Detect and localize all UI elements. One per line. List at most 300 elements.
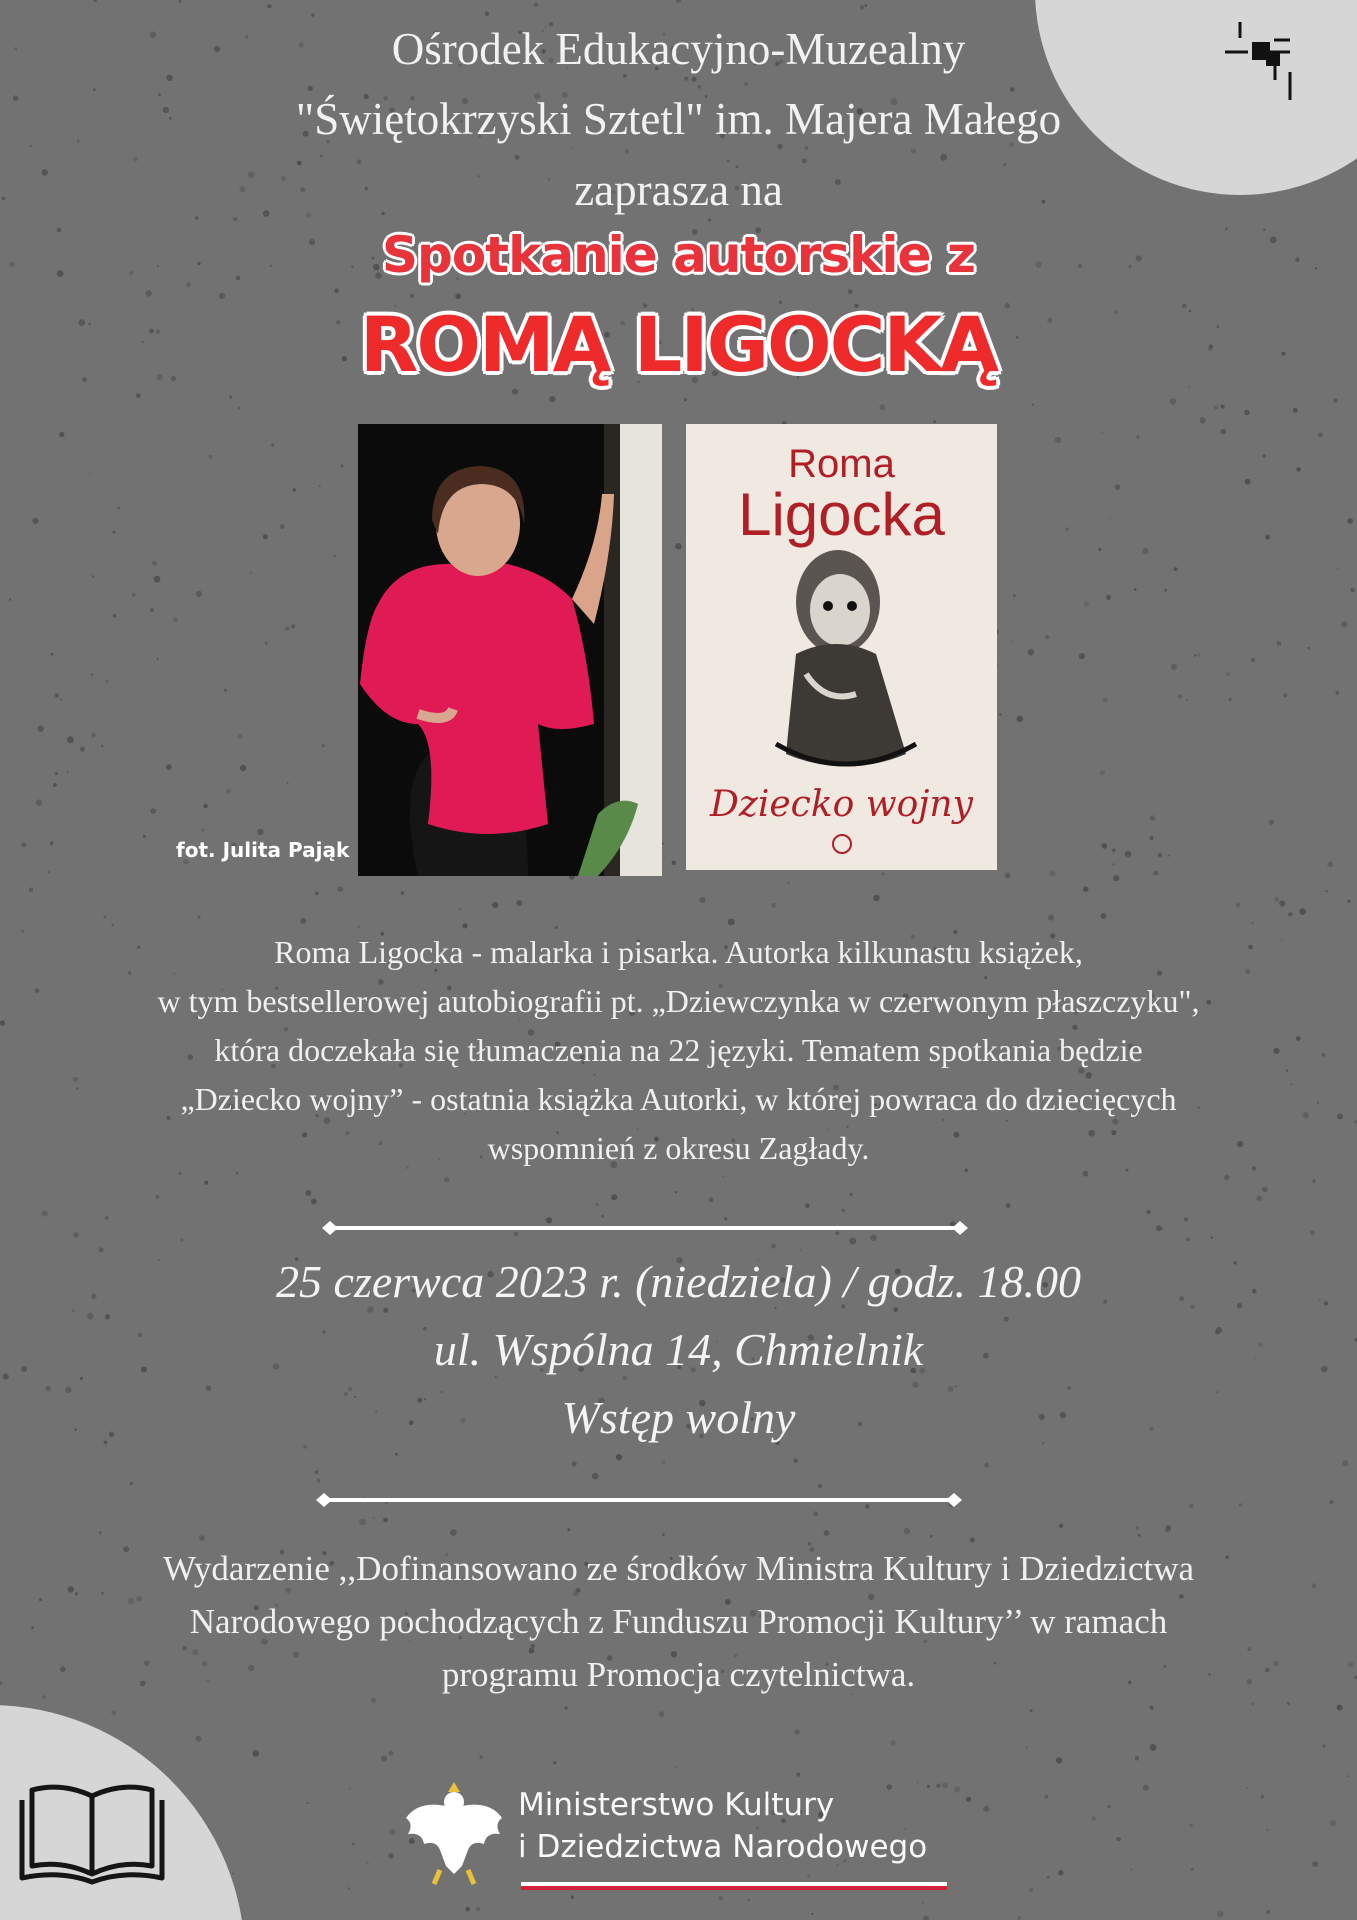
speckle: [152, 561, 157, 566]
description-line5: wspomnień z okresu Zagłady.: [487, 1130, 870, 1166]
speckle: [818, 1484, 822, 1488]
speckle: [744, 82, 748, 86]
speckle: [1299, 908, 1306, 915]
speckle: [1121, 791, 1123, 793]
speckle: [1251, 1702, 1254, 1705]
speckle: [1098, 548, 1101, 551]
speckle: [684, 77, 688, 81]
speckle: [174, 618, 178, 622]
speckle: [1028, 649, 1034, 655]
event-title: ROMĄ LIGOCKĄ: [359, 300, 998, 389]
speckle: [1130, 1869, 1132, 1871]
speckle: [625, 149, 629, 153]
speckle: [198, 916, 201, 919]
speckle: [1143, 1785, 1149, 1791]
speckle: [1335, 691, 1339, 695]
speckle: [316, 1478, 320, 1482]
speckle: [1110, 518, 1112, 520]
speckle: [349, 1788, 351, 1790]
speckle: [117, 507, 120, 510]
speckle: [271, 444, 274, 447]
speckle: [813, 1511, 818, 1516]
speckle: [794, 1729, 799, 1734]
speckle: [166, 764, 172, 770]
speckle: [1178, 694, 1182, 698]
speckle: [1168, 854, 1170, 856]
speckle: [936, 1784, 940, 1788]
speckle: [305, 1190, 311, 1196]
speckle: [383, 1518, 388, 1523]
speckle: [1277, 641, 1282, 646]
speckle: [572, 1461, 577, 1466]
divider-bottom: [314, 1490, 964, 1510]
speckle: [479, 1755, 483, 1759]
speckle: [1347, 1775, 1349, 1777]
speckle: [293, 488, 297, 492]
speckle: [359, 1519, 366, 1526]
speckle: [209, 455, 213, 459]
speckle: [1171, 664, 1177, 670]
speckle: [1293, 408, 1298, 413]
speckle: [476, 1907, 480, 1911]
speckle: [50, 841, 53, 844]
speckle: [1341, 621, 1347, 627]
speckle: [238, 734, 243, 739]
speckle: [1065, 527, 1069, 531]
speckle: [1005, 873, 1011, 879]
cover-book-title: Dziecko wojny: [710, 784, 973, 825]
speckle: [564, 1706, 568, 1710]
speckle: [21, 842, 26, 847]
speckle: [1056, 1757, 1062, 1763]
speckle: [1269, 820, 1274, 825]
ministry-name-line2: i Dziedzictwa Narodowego: [518, 1829, 928, 1865]
speckle: [611, 1194, 617, 1200]
speckle: [1312, 1179, 1315, 1182]
speckle: [675, 543, 682, 550]
speckle: [860, 5, 864, 9]
speckle: [458, 908, 460, 910]
speckle: [410, 294, 414, 298]
speckle: [911, 148, 916, 153]
speckle: [1112, 849, 1116, 853]
speckle: [1170, 398, 1176, 404]
speckle: [1312, 1861, 1318, 1867]
speckle: [672, 861, 676, 865]
speckle: [1229, 698, 1232, 701]
speckle: [99, 1531, 102, 1534]
speckle: [111, 1710, 116, 1715]
speckle: [41, 1210, 47, 1216]
speckle: [1191, 1868, 1194, 1871]
speckle: [1134, 588, 1137, 591]
description-line3: która doczekała się tłumaczenia na 22 języki. Tematem spotkania będzie: [214, 1032, 1143, 1068]
speckle: [1017, 716, 1024, 723]
funding-line3: programu Promocja czytelnictwa.: [441, 1655, 916, 1694]
speckle: [388, 1853, 393, 1858]
speckle: [1267, 1829, 1269, 1831]
speckle: [233, 1873, 235, 1875]
book-cover: [686, 424, 997, 870]
speckle: [219, 293, 225, 299]
speckle: [29, 888, 33, 892]
speckle: [67, 771, 69, 773]
speckle: [596, 1203, 599, 1206]
speckle: [904, 1528, 911, 1535]
speckle: [1142, 548, 1148, 554]
speckle: [1217, 1911, 1224, 1918]
speckle: [143, 835, 146, 838]
speckle: [1323, 1744, 1326, 1747]
speckle: [999, 713, 1002, 716]
speckle: [390, 1829, 396, 1835]
speckle: [80, 746, 85, 751]
event-date-time: 25 czerwca 2023 r. (niedziela) / godz. 18.00: [276, 1256, 1081, 1307]
speckle: [280, 524, 285, 529]
speckle: [51, 653, 54, 656]
speckle: [1251, 658, 1255, 662]
speckle: [1150, 1744, 1157, 1751]
speckle: [1101, 913, 1107, 919]
speckle: [718, 1896, 723, 1901]
speckle: [1113, 863, 1115, 865]
speckle: [709, 1197, 714, 1202]
speckle: [1337, 1705, 1343, 1711]
speckle: [616, 1454, 622, 1460]
speckle: [1257, 1196, 1262, 1201]
speckle: [1244, 410, 1250, 416]
speckle: [1026, 1746, 1028, 1748]
speckle: [319, 485, 321, 487]
speckle: [300, 918, 306, 924]
speckle: [930, 1535, 933, 1538]
speckle: [59, 432, 64, 437]
speckle: [675, 1766, 677, 1768]
speckle: [1092, 1816, 1096, 1820]
speckle: [692, 77, 697, 82]
speckle: [180, 1238, 184, 1242]
speckle: [1102, 843, 1108, 849]
speckle: [334, 289, 339, 294]
speckle: [1347, 900, 1350, 903]
speckle: [662, 843, 664, 845]
speckle: [1030, 1709, 1033, 1712]
speckle: [36, 799, 42, 805]
speckle: [92, 575, 94, 577]
speckle: [1156, 1225, 1162, 1231]
speckle: [113, 614, 116, 617]
speckle: [1055, 437, 1061, 443]
white-eagle-icon: [400, 1774, 508, 1890]
speckle: [1079, 653, 1085, 659]
speckle: [1265, 535, 1270, 540]
speckle: [151, 808, 157, 814]
speckle: [1166, 1525, 1171, 1530]
flag-stripe: [521, 1882, 947, 1890]
speckle: [1157, 853, 1161, 857]
speckle: [567, 1528, 570, 1531]
speckle: [1288, 912, 1292, 916]
speckle: [352, 1843, 355, 1846]
speckle: [1012, 641, 1014, 643]
speckle: [250, 572, 252, 574]
speckle: [1153, 871, 1158, 876]
speckle: [238, 407, 241, 410]
speckle: [155, 1195, 159, 1199]
speckle: [1330, 1500, 1334, 1504]
organizer-name-line1: Ośrodek Edukacyjno-Muzealny: [391, 24, 966, 74]
speckle: [1100, 770, 1105, 775]
speckle: [1351, 588, 1355, 592]
speckle: [1214, 405, 1219, 410]
photo-credit: fot. Julita Pająk: [176, 838, 350, 862]
divider-top: [320, 1218, 970, 1238]
speckle: [1279, 900, 1285, 906]
speckle: [787, 881, 790, 884]
speckle: [1050, 870, 1056, 876]
speckle: [1262, 454, 1265, 457]
speckle: [549, 396, 555, 402]
speckle: [130, 1482, 133, 1485]
speckle: [450, 1529, 457, 1536]
speckle: [727, 159, 730, 162]
speckle: [1262, 1187, 1267, 1192]
speckle: [154, 576, 161, 583]
event-address: ul. Wspólna 14, Chmielnik: [433, 1324, 924, 1375]
speckle: [257, 829, 263, 835]
speckle: [675, 1191, 677, 1193]
speckle: [1224, 1175, 1229, 1180]
speckle: [1116, 1837, 1121, 1842]
speckle: [1333, 398, 1337, 402]
speckle: [848, 289, 853, 294]
speckle: [512, 389, 518, 395]
speckle: [291, 624, 295, 628]
speckle: [805, 1203, 810, 1208]
speckle: [322, 744, 325, 747]
speckle: [983, 1806, 989, 1812]
speckle: [1135, 1756, 1139, 1760]
speckle: [824, 1530, 830, 1536]
speckle: [794, 1459, 798, 1463]
speckle: [571, 1896, 574, 1899]
speckle: [106, 680, 110, 684]
speckle: [203, 804, 207, 808]
speckle: [401, 891, 405, 895]
speckle: [133, 157, 138, 162]
speckle: [1136, 436, 1139, 439]
speckle: [1113, 875, 1119, 881]
speckle: [1084, 602, 1089, 607]
speckle: [1106, 595, 1111, 600]
speckle: [1342, 1460, 1348, 1466]
speckle: [811, 1913, 813, 1915]
speckle: [285, 626, 290, 631]
ministry-name: [518, 1784, 927, 1868]
speckle: [1101, 432, 1103, 434]
speckle: [101, 745, 103, 747]
speckle: [37, 725, 44, 732]
speckle: [1138, 1534, 1141, 1537]
speckle: [592, 1473, 599, 1480]
invite-text: zaprasza na: [574, 165, 783, 215]
speckle: [103, 915, 106, 918]
speckle: [224, 689, 227, 692]
speckle: [1210, 1236, 1213, 1239]
speckle: [88, 472, 90, 474]
speckle: [1125, 851, 1132, 858]
speckle: [320, 155, 323, 158]
speckle: [1189, 1504, 1193, 1508]
author-photo: [358, 424, 662, 876]
speckle: [157, 658, 159, 660]
speckle: [1032, 403, 1034, 405]
speckle: [32, 518, 38, 524]
speckle: [111, 924, 114, 927]
speckle: [1045, 635, 1049, 639]
speckle: [233, 217, 237, 221]
funding-line2: Narodowego pochodzących z Funduszu Promocji Kultury’’ w ramach: [189, 1602, 1168, 1641]
speckle: [286, 782, 288, 784]
speckle: [195, 1736, 201, 1742]
speckle: [367, 1863, 369, 1865]
speckle: [1150, 1706, 1154, 1710]
cover-author-last-name: Ligocka: [738, 481, 945, 548]
speckle: [1327, 861, 1333, 867]
speckle: [1326, 890, 1328, 892]
organizer-name-line2: "Świętokrzyski Sztetl" im. Majera Małego: [295, 94, 1062, 144]
speckle: [708, 218, 711, 221]
speckle: [146, 290, 152, 296]
speckle: [263, 534, 268, 539]
speckle: [922, 1902, 924, 1904]
speckle: [804, 146, 808, 150]
speckle: [842, 1209, 845, 1212]
speckle: [1246, 1788, 1248, 1790]
speckle: [67, 736, 74, 743]
speckle: [1221, 405, 1225, 409]
speckle: [338, 886, 344, 892]
speckle: [1107, 1805, 1110, 1808]
speckle: [55, 693, 59, 697]
speckle: [315, 1470, 319, 1474]
speckle: [873, 895, 880, 902]
speckle: [1083, 886, 1089, 892]
speckle: [1261, 1795, 1264, 1798]
speckle: [984, 1463, 989, 1468]
publisher-logo-icon: [832, 834, 852, 854]
speckle: [1010, 87, 1015, 92]
speckle: [204, 1181, 208, 1185]
speckle: [659, 1711, 665, 1717]
speckle: [1186, 1238, 1190, 1242]
speckle: [381, 1755, 387, 1761]
speckle: [1103, 698, 1107, 702]
funding-line1: Wydarzenie ,,Dofinansowano ze środków Ministra Kultury i Dziedzictwa: [162, 1549, 1195, 1588]
speckle: [927, 1785, 930, 1788]
speckle: [1287, 1702, 1290, 1705]
speckle: [940, 154, 947, 161]
speckle: [308, 86, 313, 91]
speckle: [1194, 654, 1196, 656]
speckle: [93, 88, 96, 91]
speckle: [105, 1216, 109, 1220]
speckle: [882, 872, 885, 875]
speckle: [697, 85, 701, 89]
speckle: [395, 1453, 398, 1456]
speckle: [1337, 568, 1339, 570]
speckle: [1310, 1230, 1315, 1235]
speckle: [1047, 1876, 1050, 1879]
speckle: [515, 155, 520, 160]
speckle: [1184, 1217, 1188, 1221]
speckle: [307, 1802, 309, 1804]
event-subtitle: Spotkanie autorskie z: [382, 226, 975, 284]
speckle: [1283, 693, 1287, 697]
speckle: [1186, 699, 1188, 701]
speckle: [265, 642, 267, 644]
speckle: [340, 464, 343, 467]
speckle: [53, 783, 57, 787]
speckle: [1164, 589, 1167, 592]
speckle: [1190, 1824, 1193, 1827]
speckle: [807, 1874, 810, 1877]
description-line2: w tym bestsellerowej autobiografii pt. „Dziewczynka w czerwonym płaszczyku",: [157, 983, 1200, 1019]
speckle: [1245, 479, 1251, 485]
speckle: [311, 13, 315, 17]
speckle: [684, 398, 687, 401]
speckle: [1220, 429, 1226, 435]
speckle: [132, 593, 136, 597]
speckle: [202, 829, 205, 832]
speckle: [849, 1238, 856, 1245]
speckle: [9, 599, 11, 601]
speckle: [796, 1773, 800, 1777]
speckle: [55, 772, 58, 775]
speckle: [517, 900, 523, 906]
speckle: [60, 698, 62, 700]
speckle: [1347, 518, 1353, 524]
speckle: [267, 4, 271, 8]
speckle: [933, 420, 936, 423]
speckle: [864, 4, 867, 7]
speckle: [966, 1797, 971, 1802]
speckle: [492, 902, 498, 908]
speckle: [196, 591, 202, 597]
speckle: [1150, 815, 1156, 821]
speckle: [954, 1786, 960, 1792]
speckle: [315, 892, 319, 896]
speckle: [136, 394, 141, 399]
speckle: [199, 1535, 205, 1541]
speckle: [747, 1899, 749, 1901]
event-admission: Wstęp wolny: [561, 1392, 796, 1443]
speckle: [333, 555, 336, 558]
speckle: [1029, 1888, 1033, 1892]
speckle: [771, 903, 776, 908]
speckle: [699, 897, 705, 903]
speckle: [1274, 897, 1279, 902]
speckle: [178, 0, 181, 3]
speckle: [1048, 915, 1054, 921]
ministry-name-line1: Ministerstwo Kultury: [518, 1787, 835, 1823]
speckle: [1059, 1524, 1063, 1528]
speckle: [444, 1177, 449, 1182]
speckle: [373, 1517, 375, 1519]
speckle: [1115, 484, 1121, 490]
speckle: [240, 765, 246, 771]
speckle: [722, 1175, 724, 1177]
